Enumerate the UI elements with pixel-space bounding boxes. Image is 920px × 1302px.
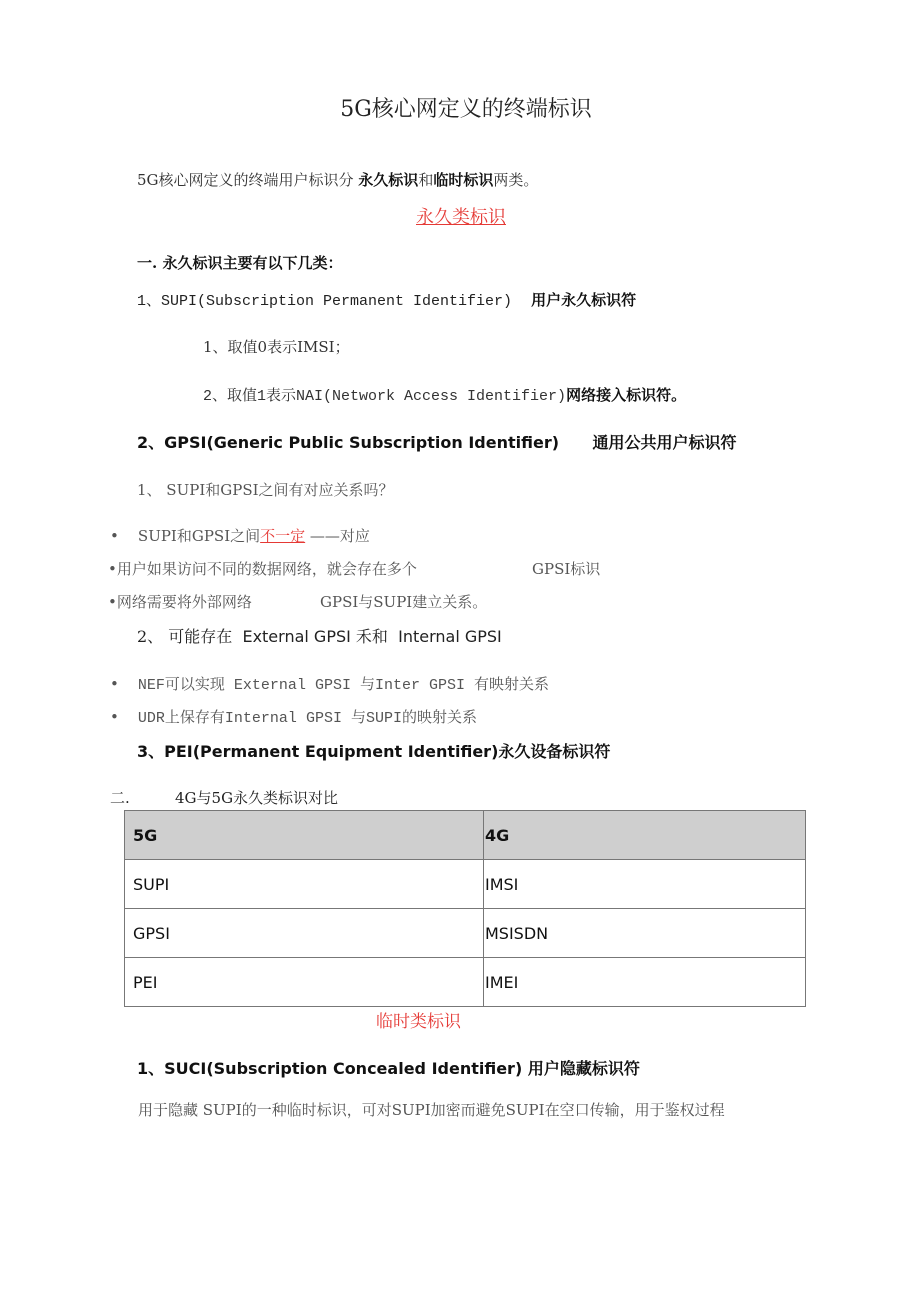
q2-text: 可能存在 External GPSI 禾和 Internal GPSI [168,627,502,646]
bullet-1-red: 不一定 [260,527,306,545]
bullet-2-tail: GPSI标识 [532,560,601,578]
table-row [125,860,806,909]
table-cell: MSISDN [484,909,806,958]
bullet-5: • UDR上保存有Internal GPSI 与SUPI的映射关系 [110,708,477,727]
bullet-3 [108,592,488,612]
bullet-1: • SUPI和GPSI之间不一定 ——对应 [110,527,370,545]
suci-heading: 1、SUCI(Subscription Concealed Identifier) 用户隐藏标识符 [137,1059,640,1078]
permanent-heading: 永久类标识 [416,207,506,228]
table-header-row [125,811,806,860]
pei-heading: 3、PEI(Permanent Equipment Identifier)永久设备标识符 [137,742,611,761]
gpsi-label: 2、GPSI(Generic Public Subscription Identifier) [137,433,560,452]
bullet-3-text: •网络需要将外部网络 [108,593,252,611]
supi-item-2-text: 2、取值1表示NAI(Network Access Identifier) [203,388,567,405]
bullet-2-text: •用户如果访问不同的数据网络，就会存在多个 [108,560,417,578]
section-1-heading: 一. 永久标识主要有以下几类： [137,254,343,272]
section-2-title: 4G与5G永久类标识对比 [175,789,339,807]
comparison-table [124,810,806,1007]
bullet-1-suffix: ——对应 [305,527,370,545]
intro-bold-permanent: 永久标识 [358,171,419,189]
section-2-number: 二. [110,789,130,807]
bullet-4: • NEF可以实现 External GPSI 与Inter GPSI 有映射关系 [110,675,549,694]
intro-text: 两类。 [493,171,539,189]
bullet-1-text: SUPI和GPSI之间 [137,527,261,545]
suci-description: 用于隐藏 SUPI的一种临时标识，可对SUPI加密而避免SUPI在空口传输，用于鉴权过程 [138,1101,725,1119]
intro-text: 和 [418,171,434,189]
supi-cn: 用户永久标识符 [531,291,637,309]
table-cell: IMEI [484,958,806,1007]
intro-paragraph [137,170,538,190]
table-cell: IMSI [484,860,806,909]
gpsi-heading [137,433,736,453]
table-cell: GPSI [125,909,484,958]
bullet-4-text: NEF可以实现 External GPSI 与Inter GPSI 有映射关系 [137,677,549,694]
table-cell: PEI [125,958,484,1007]
gpsi-question-2 [137,627,502,647]
table-row [125,909,806,958]
table-header: 4G [484,811,806,860]
intro-text: 5G核心网定义的终端用户标识分 [137,171,359,189]
table-row [125,958,806,1007]
supi-item-2 [203,385,686,407]
intro-bold-temporary: 临时标识 [433,171,494,189]
bullet-2 [108,559,601,579]
supi-heading [137,290,636,312]
supi-item-2-cn: 网络接入标识符。 [566,386,687,404]
supi-label: 1、SUPI(Subscription Permanent Identifier) [137,293,513,310]
gpsi-question-1: 1、 SUPI和GPSI之间有对应关系吗？ [137,481,394,499]
page-title: 5G核心网定义的终端标识 [340,97,592,122]
bullet-3-tail: GPSI与SUPI建立关系。 [320,593,488,611]
temporary-heading: 临时类标识 [376,1012,461,1032]
supi-item-1: 1、取值0表示IMSI； [203,338,350,356]
gpsi-cn: 通用公共用户标识符 [592,433,737,452]
table-header: 5G [125,811,484,860]
section-2-heading [110,788,339,808]
table-cell: SUPI [125,860,484,909]
bullet-5-text: UDR上保存有Internal GPSI 与SUPI的映射关系 [137,710,477,727]
q2-number: 2、 [137,627,164,646]
